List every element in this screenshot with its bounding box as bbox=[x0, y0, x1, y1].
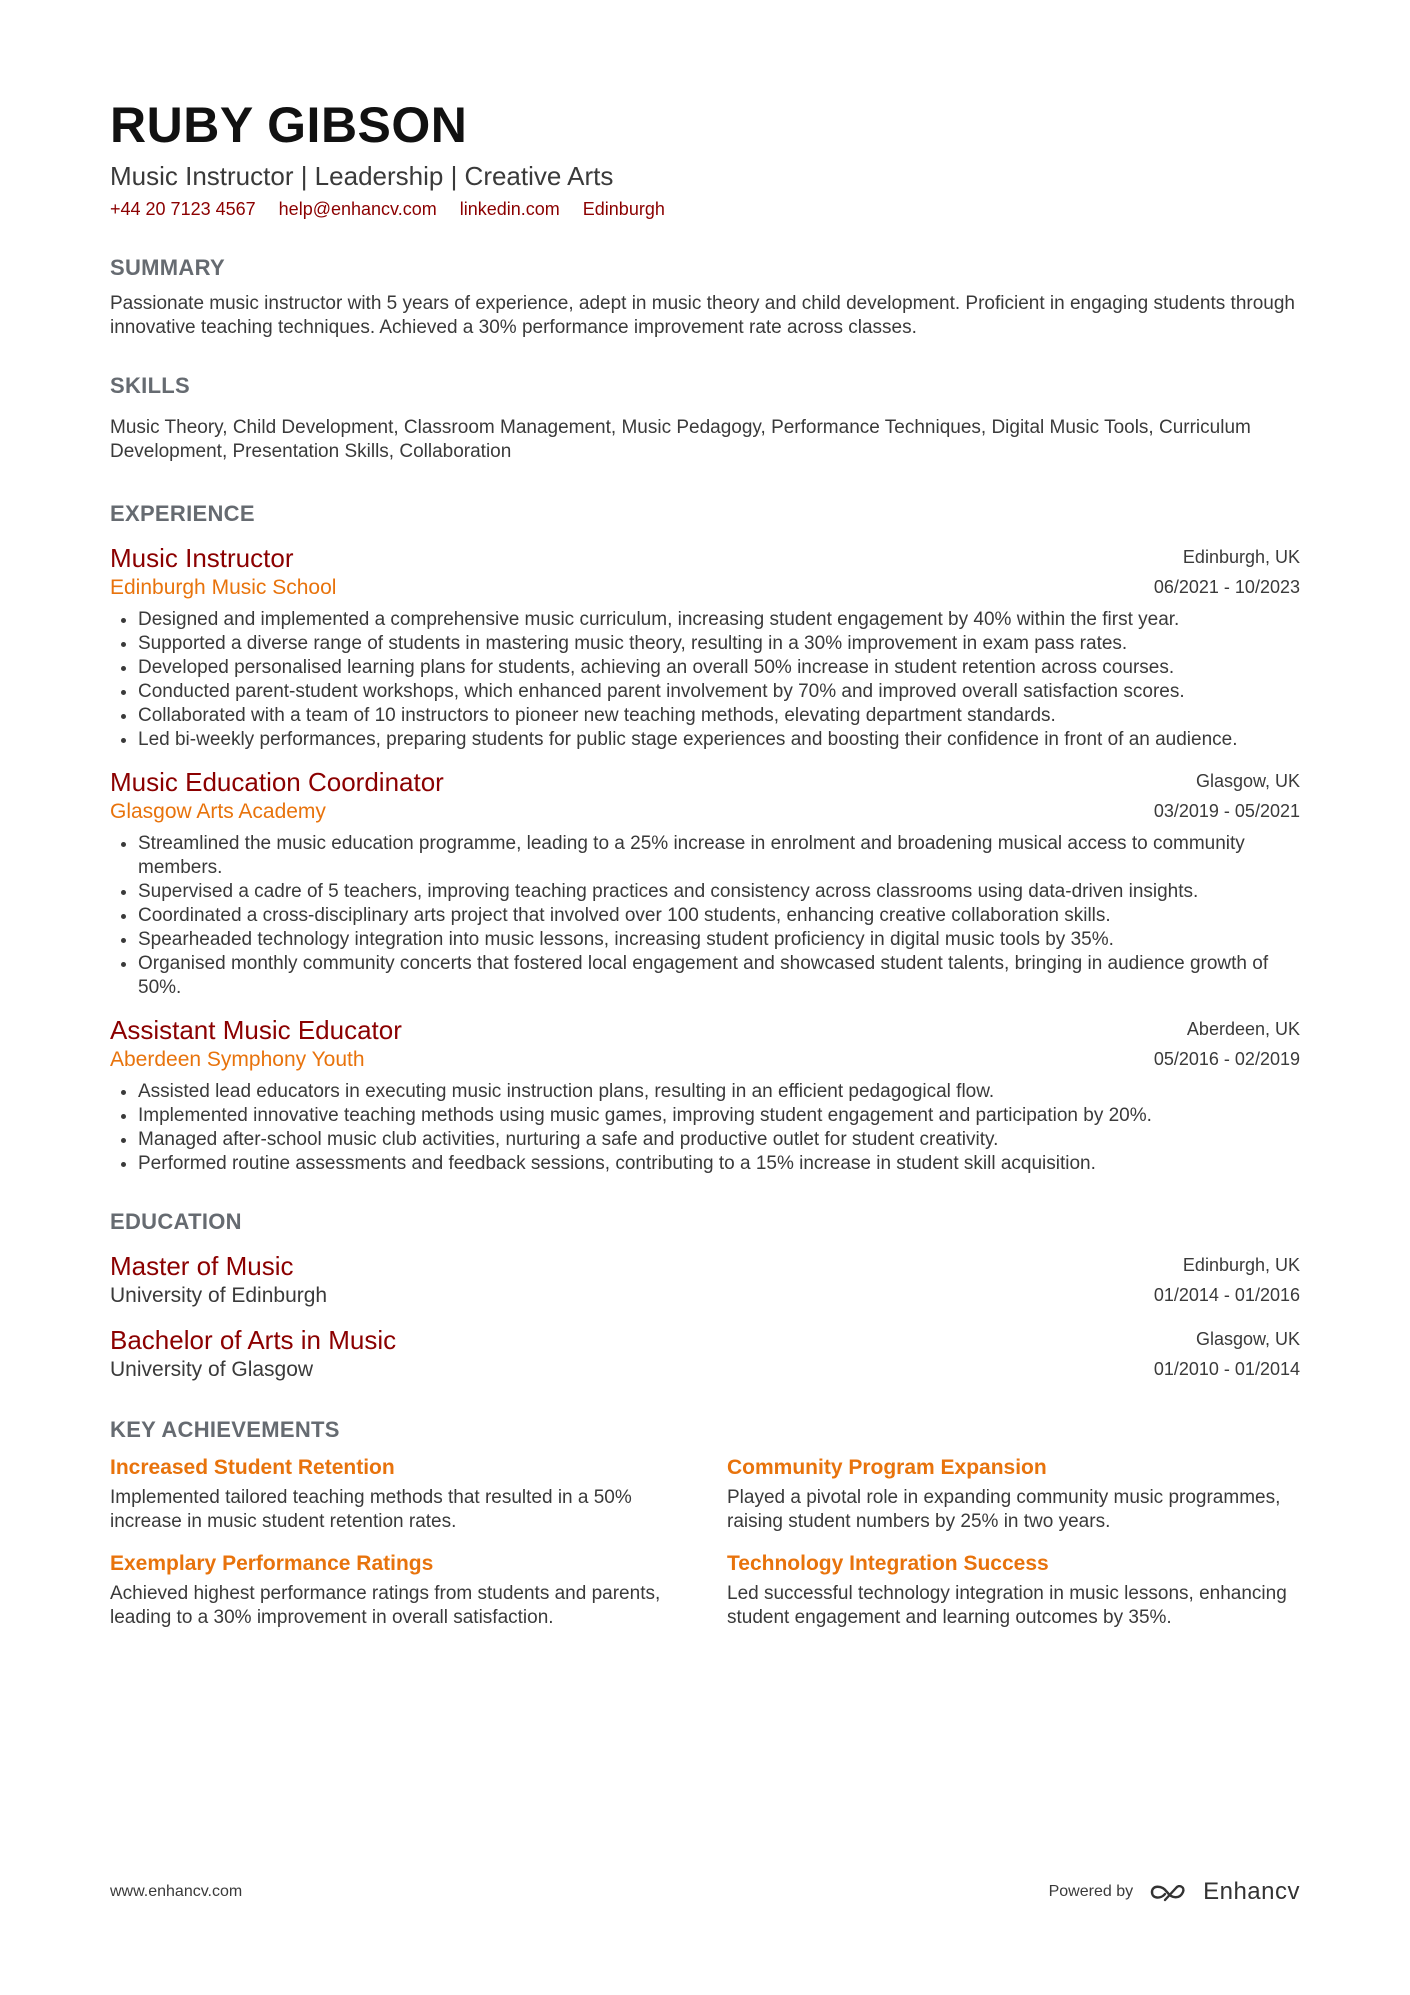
education-location: Edinburgh, UK bbox=[1182, 1255, 1300, 1275]
achievements-grid bbox=[110, 1454, 1300, 1630]
job-bullets bbox=[110, 608, 1300, 752]
bullet-item: • Implemented innovative teaching methods using music games, improving student engagement and participation by 20%. bbox=[138, 1104, 1300, 1128]
job-role: Assistant Music Educator bbox=[110, 1015, 402, 1045]
brand-name: Enhancv bbox=[1203, 1878, 1300, 1905]
bullet-item: • Designed and implemented a comprehensive music curriculum, increasing student engagement by 40% within the first year. bbox=[138, 608, 1300, 632]
contact-location: Edinburgh bbox=[582, 199, 665, 219]
bullet-item: • Assisted lead educators in executing music instruction plans, resulting in an efficient pedagogical flow. bbox=[138, 1080, 1300, 1104]
job-bullets bbox=[110, 832, 1300, 1000]
education-dates: 01/2014 - 01/2016 bbox=[1153, 1285, 1300, 1305]
job-company: Glasgow Arts Academy bbox=[110, 800, 326, 823]
job-dates: 05/2016 - 02/2019 bbox=[1153, 1049, 1300, 1069]
powered-by-label: Powered by bbox=[1048, 1883, 1134, 1900]
bullet-item: • Coordinated a cross-disciplinary arts project that involved over 100 students, enhancing creative collaboration skills. bbox=[138, 904, 1300, 928]
achievement-title: Technology Integration Success bbox=[727, 1552, 1049, 1575]
achievement-text: Achieved highest performance ratings from students and parents, leading to a 30% improvement in overall satisfaction. bbox=[110, 1583, 661, 1628]
experience-entry bbox=[110, 766, 1300, 1000]
education-location: Glasgow, UK bbox=[1195, 1329, 1300, 1349]
enhancv-brand[interactable] bbox=[1149, 1878, 1300, 1906]
job-bullets bbox=[110, 1080, 1300, 1176]
skills-list: Music Theory, Child Development, Classroom Management, Music Pedagogy, Performance Techniques, Digital Music Tools, Curriculum Development, Presentation Skills, Collaboration bbox=[110, 417, 1251, 462]
job-company: Edinburgh Music School bbox=[110, 576, 337, 599]
achievement-title: Community Program Expansion bbox=[727, 1456, 1047, 1479]
summary-heading: SUMMARY bbox=[110, 255, 225, 280]
summary-section bbox=[110, 254, 1300, 340]
job-dates: 06/2021 - 10/2023 bbox=[1153, 577, 1300, 597]
education-entry bbox=[110, 1250, 1300, 1310]
job-location: Aberdeen, UK bbox=[1186, 1019, 1300, 1039]
job-company: Aberdeen Symphony Youth bbox=[110, 1048, 365, 1071]
bullet-item: • Supervised a cadre of 5 teachers, improving teaching practices and consistency across classrooms using data-driven insights. bbox=[138, 880, 1300, 904]
page-footer bbox=[110, 1878, 1300, 1906]
degree-title: Bachelor of Arts in Music bbox=[110, 1325, 397, 1355]
footer-website-link[interactable]: www.enhancv.com bbox=[110, 1883, 243, 1900]
education-heading: EDUCATION bbox=[110, 1209, 242, 1234]
bullet-item: • Streamlined the music education programme, leading to a 25% increase in enrolment and broadening musical access to community members. bbox=[138, 832, 1300, 880]
school-name: University of Edinburgh bbox=[110, 1284, 328, 1307]
experience-heading: EXPERIENCE bbox=[110, 501, 255, 526]
candidate-title: Music Instructor | Leadership | Creative Arts bbox=[110, 161, 614, 191]
job-dates: 03/2019 - 05/2021 bbox=[1153, 801, 1300, 821]
education-dates: 01/2010 - 01/2014 bbox=[1153, 1359, 1300, 1379]
job-location: Glasgow, UK bbox=[1195, 771, 1300, 791]
bullet-item: • Led bi-weekly performances, preparing students for public stage experiences and boosting their confidence in front of an audience. bbox=[138, 728, 1300, 752]
job-location: Edinburgh, UK bbox=[1182, 547, 1300, 567]
achievement-item bbox=[110, 1454, 683, 1534]
bullet-item: • Performed routine assessments and feedback sessions, contributing to a 15% increase in student skill acquisition. bbox=[138, 1152, 1300, 1176]
bullet-item: • Conducted parent-student workshops, which enhanced parent involvement by 70% and improved overall satisfaction scores. bbox=[138, 680, 1300, 704]
achievement-title: Exemplary Performance Ratings bbox=[110, 1552, 434, 1575]
summary-text: Passionate music instructor with 5 years of experience, adept in music theory and child development. Proficient in engaging students through innovative teaching techniques. Achieved a 30% performance improvement rate across classes. bbox=[110, 293, 1295, 338]
achievement-item bbox=[727, 1454, 1300, 1534]
bullet-item: • Spearheaded technology integration into music lessons, increasing student proficiency in digital music tools by 35%. bbox=[138, 928, 1300, 952]
resume-header bbox=[110, 96, 1300, 222]
contact-phone[interactable]: +44 20 7123 4567 bbox=[110, 199, 256, 219]
experience-section bbox=[110, 500, 1300, 1176]
experience-entry bbox=[110, 1014, 1300, 1176]
bullet-item: • Supported a diverse range of students in mastering music theory, resulting in a 30% improvement in exam pass rates. bbox=[138, 632, 1300, 656]
job-role: Music Education Coordinator bbox=[110, 767, 444, 797]
experience-entry bbox=[110, 542, 1300, 752]
achievement-item bbox=[727, 1550, 1300, 1630]
achievement-text: Led successful technology integration in music lessons, enhancing student engagement and learning outcomes by 35%. bbox=[727, 1583, 1287, 1628]
skills-section bbox=[110, 372, 1300, 464]
achievement-item bbox=[110, 1550, 683, 1630]
bullet-item: • Organised monthly community concerts that fostered local engagement and showcased student talents, bringing in audience growth of 50%. bbox=[138, 952, 1300, 1000]
achievement-text: Played a pivotal role in expanding community music programmes, raising student numbers by 25% in two years. bbox=[727, 1487, 1281, 1532]
footer-branding bbox=[1049, 1878, 1300, 1906]
bullet-item: • Collaborated with a team of 10 instructors to pioneer new teaching methods, elevating department standards. bbox=[138, 704, 1300, 728]
achievements-section bbox=[110, 1416, 1300, 1630]
degree-title: Master of Music bbox=[110, 1251, 294, 1281]
achievement-text: Implemented tailored teaching methods that resulted in a 50% increase in music student retention rates. bbox=[110, 1487, 632, 1532]
school-name: University of Glasgow bbox=[110, 1358, 314, 1381]
enhancv-logo-icon bbox=[1149, 1880, 1195, 1904]
contact-email[interactable]: help@enhancv.com bbox=[278, 199, 437, 219]
achievements-heading: KEY ACHIEVEMENTS bbox=[110, 1417, 340, 1442]
contact-line bbox=[110, 196, 1300, 222]
job-role: Music Instructor bbox=[110, 543, 294, 573]
contact-linkedin[interactable]: linkedin.com bbox=[459, 199, 560, 219]
candidate-name: RUBY GIBSON bbox=[110, 97, 468, 153]
education-entry bbox=[110, 1324, 1300, 1384]
skills-heading: SKILLS bbox=[110, 373, 191, 398]
bullet-item: • Managed after-school music club activities, nurturing a safe and productive outlet for student creativity. bbox=[138, 1128, 1300, 1152]
bullet-item: • Developed personalised learning plans for students, achieving an overall 50% increase in student retention across courses. bbox=[138, 656, 1300, 680]
achievement-title: Increased Student Retention bbox=[110, 1456, 395, 1479]
education-section bbox=[110, 1208, 1300, 1384]
